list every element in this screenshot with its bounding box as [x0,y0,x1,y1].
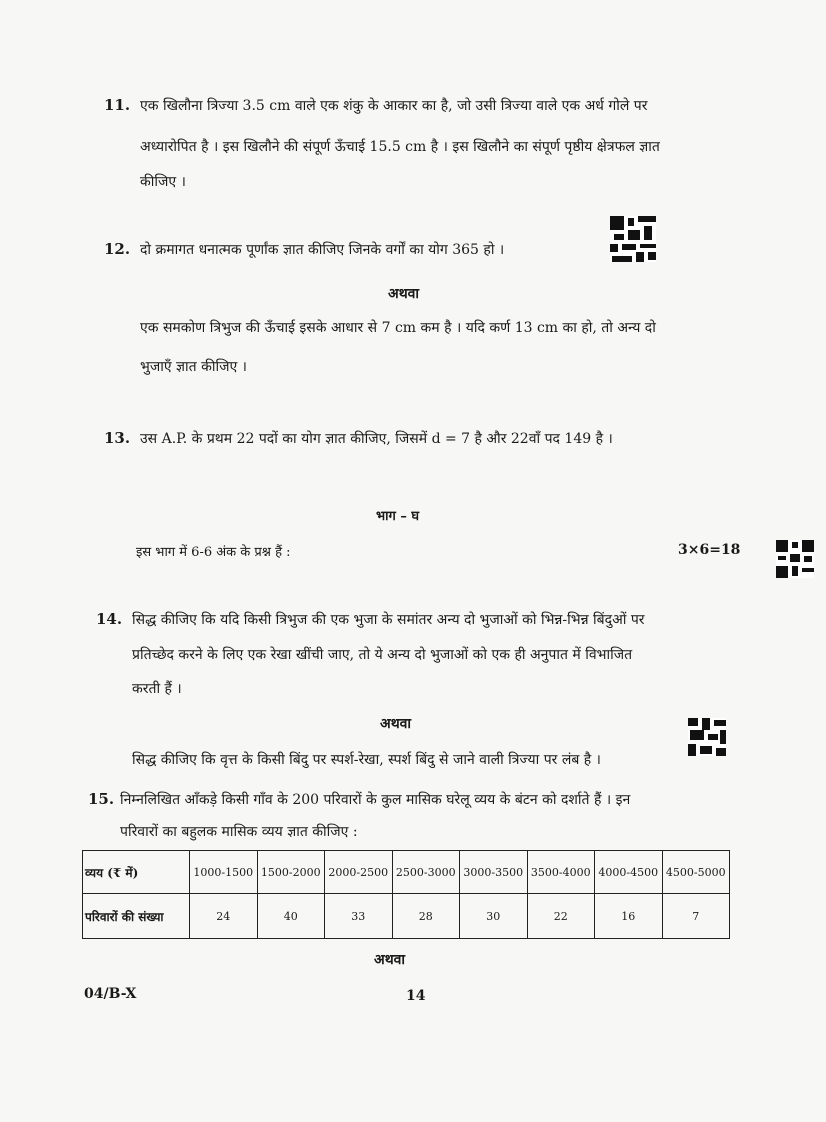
q14-line-3: करती हैं । [132,681,182,697]
count-cell: 7 [662,894,730,939]
q11-line-3: कीजिए । [140,174,186,190]
q11-number: 11. [104,96,131,114]
table-row [83,851,730,894]
count-cell: 22 [527,894,595,939]
expenditure-table [82,850,730,939]
q15-number: 15. [88,790,115,808]
q14-line-2: प्रतिच्छेद करने के लिए एक रेखा खींची जाए, तो ये अन्य दो भुजाओं को एक ही अनुपात में विभाजित [132,647,633,663]
class-cell: 4500-5000 [662,851,730,894]
q12-alt-line-1: एक समकोण त्रिभुज की ऊँचाई इसके आधार से 7 cm कम है । यदि कर्ण 13 cm का हो, तो अन्य दो [140,320,656,336]
section-title: भाग – घ [376,509,420,524]
row1-label: व्यय (₹ में) [83,851,190,894]
q14-line-1: सिद्ध कीजिए कि यदि किसी त्रिभुज की एक भुजा के समांतर अन्य दो भुजाओं को भिन्न-भिन्न बिंदुओं पर [132,612,645,628]
count-cell: 40 [257,894,325,939]
q11-line-2: अध्यारोपित है । इस खिलौने की संपूर्ण ऊँचाई 15.5 cm है । इस खिलौने का संपूर्ण पृष्ठीय क्षेत्रफल ज्ञात [140,139,660,155]
q15-or: अथवा [374,952,406,968]
row2-label: परिवारों की संख्या [83,894,190,939]
section-marks: 3×6=18 [678,542,741,558]
table-row [83,894,730,939]
q11-line-1: एक खिलौना त्रिज्या 3.5 cm वाले एक शंकु के आकार का है, जो उसी त्रिज्या वाले एक अर्ध गोले पर [140,98,648,114]
class-cell: 1500-2000 [257,851,325,894]
class-cell: 2000-2500 [325,851,393,894]
count-cell: 24 [190,894,258,939]
count-cell: 33 [325,894,393,939]
count-cell: 30 [460,894,528,939]
q12-line: दो क्रमागत धनात्मक पूर्णांक ज्ञात कीजिए जिनके वर्गों का योग 365 हो । [140,242,505,258]
class-cell: 3500-4000 [527,851,595,894]
q15-line-1: निम्नलिखित आँकड़े किसी गाँव के 200 परिवारों के कुल मासिक घरेलू व्यय के बंटन को दर्शाते हैं । इन [120,792,631,808]
count-cell: 28 [392,894,460,939]
section-instruction: इस भाग में 6-6 अंक के प्रश्न हैं : [136,545,291,560]
q12-alt-line-2: भुजाएँ ज्ञात कीजिए । [140,359,247,375]
q12-number: 12. [104,240,131,258]
q13-line: उस A.P. के प्रथम 22 पदों का योग ज्ञात कीजिए, जिसमें d = 7 है और 22वाँ पद 149 है । [140,431,613,447]
footer-code: 04/B-X [84,986,137,1002]
q15-line-2: परिवारों का बहुलक मासिक व्यय ज्ञात कीजिए : [120,824,358,840]
qr-code-icon [610,216,656,262]
qr-code-icon-3 [688,718,726,756]
q12-or: अथवा [388,286,420,302]
class-cell: 1000-1500 [190,851,258,894]
count-cell: 16 [595,894,663,939]
class-cell: 4000-4500 [595,851,663,894]
q14-number: 14. [96,610,123,628]
page-number: 14 [406,988,426,1004]
q13-number: 13. [104,429,131,447]
qr-code-icon-2 [776,540,814,578]
class-cell: 3000-3500 [460,851,528,894]
q14-or: अथवा [380,716,412,732]
q14-alt-line: सिद्ध कीजिए कि वृत्त के किसी बिंदु पर स्पर्श-रेखा, स्पर्श बिंदु से जाने वाली त्रिज्या पर लंब है । [132,752,601,768]
class-cell: 2500-3000 [392,851,460,894]
